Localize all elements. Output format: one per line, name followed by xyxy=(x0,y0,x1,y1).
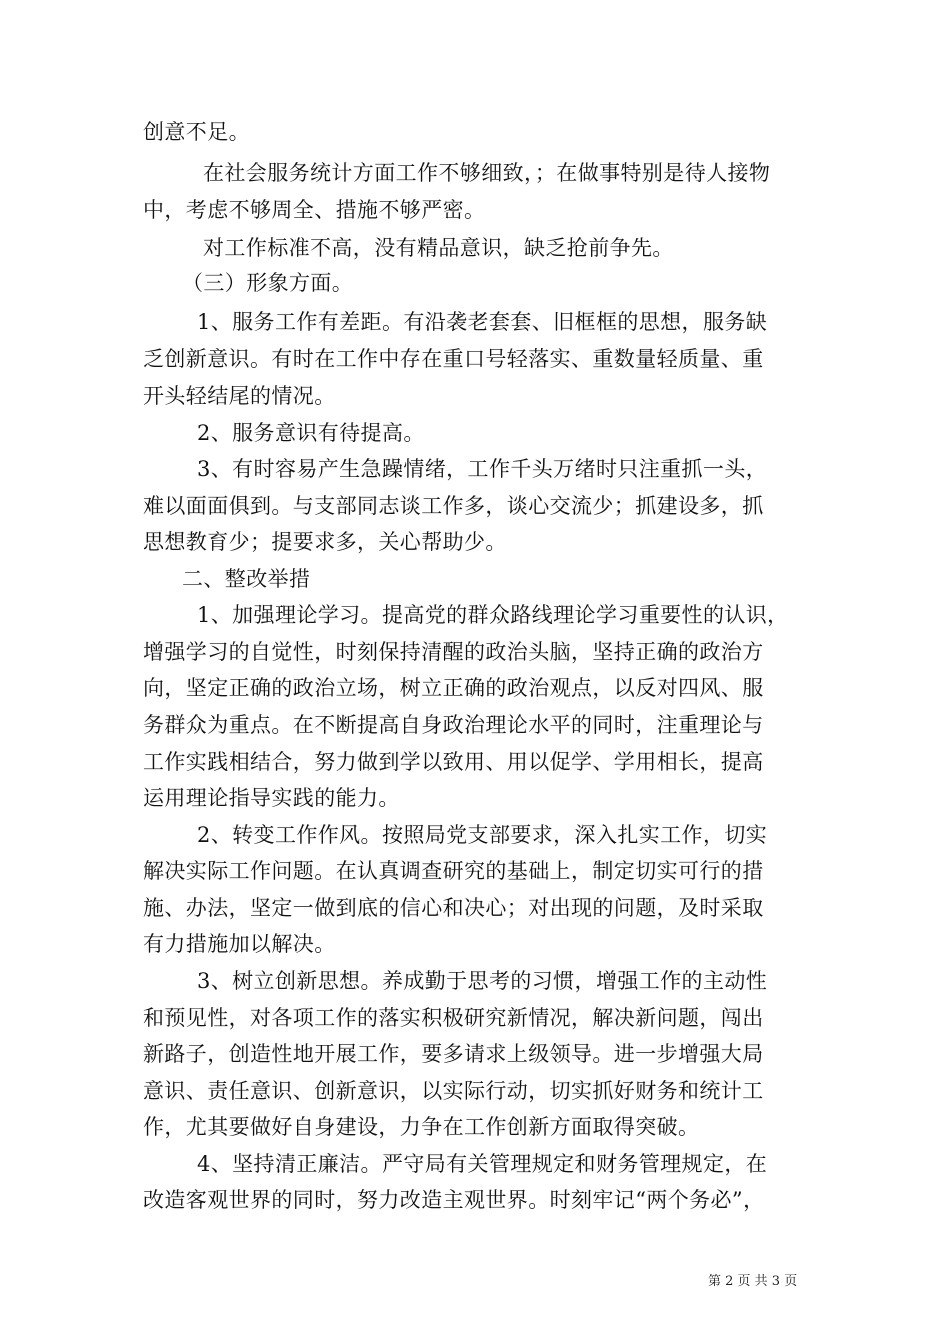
text-line: 新路子，创造性地开展工作，要多请求上级领导。进一步增强大局 xyxy=(143,1042,764,1066)
text-line: 向，坚定正确的政治立场，树立正确的政治观点，以反对四风、服 xyxy=(143,676,764,700)
text-line: 中，考虑不够周全、措施不够严密。 xyxy=(143,198,486,222)
text-line: 作，尤其要做好自身建设，力争在工作创新方面取得突破。 xyxy=(143,1115,700,1139)
text-line: 运用理论指导实践的能力。 xyxy=(143,786,400,810)
text-line: 3、树立创新思想。养成勤于思考的习惯，增强工作的主动性 xyxy=(197,969,768,993)
text-line: 2、转变工作作风。按照局党支部要求，深入扎实工作，切实 xyxy=(197,823,768,847)
section-heading: （三）形象方面。 xyxy=(182,271,354,295)
text-line: 增强学习的自觉性，时刻保持清醒的政治头脑，坚持正确的政治方 xyxy=(143,640,764,664)
text-line: 工作实践相结合，努力做到学以致用、用以促学、学用相长，提高 xyxy=(143,750,764,774)
text-line: 解决实际工作问题。在认真调查研究的基础上，制定切实可行的措 xyxy=(143,859,764,883)
text-line: 1、加强理论学习。提高党的群众路线理论学习重要性的认识， xyxy=(197,603,789,627)
section-heading: 二、整改举措 xyxy=(182,567,311,591)
text-line: 有力措施加以解决。 xyxy=(143,932,336,956)
text-line: 施、办法，坚定一做到底的信心和决心；对出现的问题，及时采取 xyxy=(143,896,764,920)
text-line: 开头轻结尾的情况。 xyxy=(143,384,336,408)
text-line: 改造客观世界的同时，努力改造主观世界。时刻牢记“两个务必”， xyxy=(143,1188,765,1212)
text-line: 创意不足。 xyxy=(143,120,250,144)
text-line: 乏创新意识。有时在工作中存在重口号轻落实、重数量轻质量、重 xyxy=(143,347,764,371)
text-line: 3、有时容易产生急躁情绪，工作千头万绪时只注重抓一头， xyxy=(197,457,768,481)
text-line: 务群众为重点。在不断提高自身政治理论水平的同时，注重理论与 xyxy=(143,713,764,737)
text-line: 难以面面俱到。与支部同志谈工作多，谈心交流少；抓建设多，抓 xyxy=(143,494,764,518)
text-line: 和预见性，对各项工作的落实积极研究新情况，解决新问题，闯出 xyxy=(143,1006,764,1030)
text-line: 在社会服务统计方面工作不够细致，；在做事特别是待人接物 xyxy=(203,161,771,185)
text-line: 4、坚持清正廉洁。严守局有关管理规定和财务管理规定，在 xyxy=(197,1152,768,1176)
text-line: 2、服务意识有待提高。 xyxy=(197,421,425,445)
page-number-footer: 第 2 页 共 3 页 xyxy=(708,1274,798,1289)
text-line: 意识、责任意识、创新意识，以实际行动，切实抓好财务和统计工 xyxy=(143,1079,764,1103)
text-line: 思想教育少；提要求多，关心帮助少。 xyxy=(143,530,507,554)
text-line: 1、服务工作有差距。有沿袭老套套、旧框框的思想，服务缺 xyxy=(197,310,768,334)
text-line: 对工作标准不高，没有精品意识，缺乏抢前争先。 xyxy=(203,236,674,260)
